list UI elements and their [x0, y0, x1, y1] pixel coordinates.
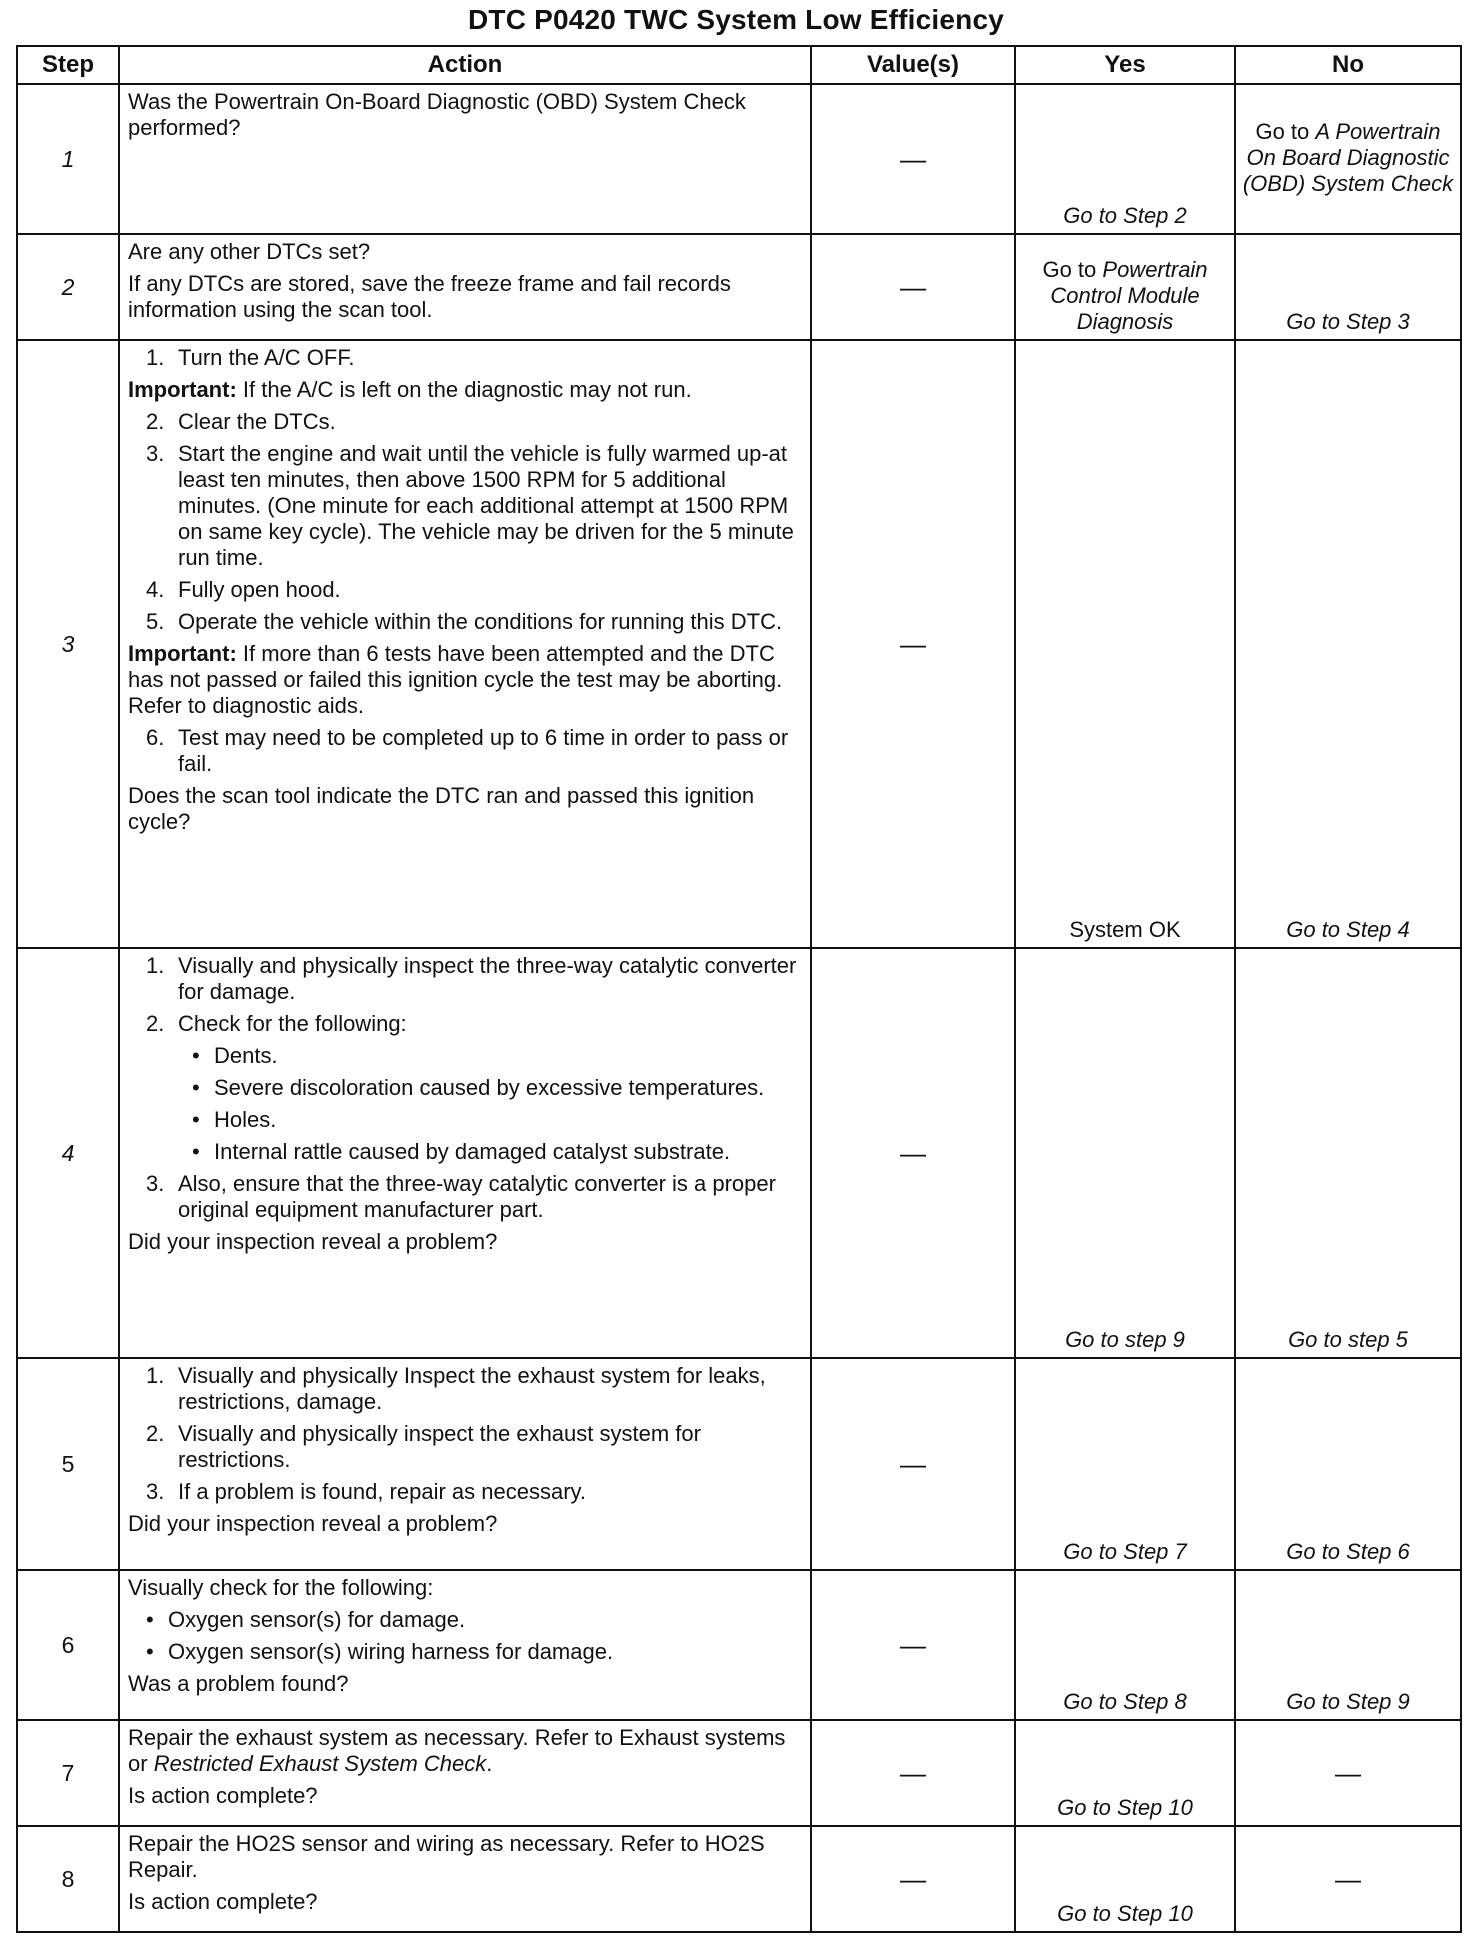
header-yes: Yes [1015, 46, 1235, 84]
step-number: 5 [17, 1358, 119, 1570]
step-number: 7 [17, 1720, 119, 1826]
action-cell [119, 1826, 811, 1932]
yes-cell: Go to Step 10 [1015, 1720, 1235, 1826]
value-cell: — [811, 234, 1015, 340]
bullet-item: • Dents. [192, 1043, 278, 1068]
step-number: 8 [17, 1826, 119, 1932]
table-row [17, 1570, 1461, 1720]
bullet-item: • Internal rattle caused by damaged catalyst substrate. [192, 1139, 731, 1164]
list-item: 3. Start the engine and wait until the vehicle is fully warmed up-at least ten minutes, then above 1500 RPM for 5 additional minutes. (One minute for each additional attempt at 1500 RPM on same key cycle). The vehicle may be driven for the 5 minute run time. [146, 441, 794, 570]
important-note: Important: If the A/C is left on the diagnostic may not run. [128, 377, 692, 402]
yes-cell: Go to Step 2 [1015, 84, 1235, 234]
no-cell: Go to Step 6 [1235, 1358, 1461, 1570]
yes-cell: System OK [1015, 340, 1235, 948]
bullet-item: • Oxygen sensor(s) for damage. [146, 1607, 466, 1632]
question-text: Was a problem found? [128, 1671, 349, 1696]
list-item: 1. Visually and physically Inspect the exhaust system for leaks, restrictions, damage. [146, 1363, 766, 1414]
step-number: 6 [17, 1570, 119, 1720]
bullet-item: • Oxygen sensor(s) wiring harness for damage. [146, 1639, 614, 1664]
no-cell: Go to Step 4 [1235, 340, 1461, 948]
important-note: Important: If more than 6 tests have been attempted and the DTC has not passed or failed this ignition cycle the test may be aborting. Refer to diagnostic aids. [128, 641, 783, 718]
action-cell [119, 1570, 811, 1720]
question-text: Does the scan tool indicate the DTC ran and passed this ignition cycle? [128, 783, 755, 834]
value-cell: — [811, 84, 1015, 234]
no-prefix: Go to [1255, 119, 1310, 144]
action-cell [119, 1358, 811, 1570]
question-text: Did your inspection reveal a problem? [128, 1511, 498, 1536]
step-number: 2 [17, 234, 119, 340]
page-title: DTC P0420 TWC System Low Efficiency [467, 4, 1005, 35]
table-row [17, 84, 1461, 234]
list-item: 3. Also, ensure that the three-way catalytic converter is a proper original equipment manufacturer part. [146, 1171, 776, 1222]
action-cell [119, 234, 811, 340]
diagnostic-table [16, 45, 1462, 1933]
yes-prefix: Go to [1042, 257, 1097, 282]
list-item: 1. Turn the A/C OFF. [146, 345, 355, 370]
no-cell: Go to Step 3 [1235, 234, 1461, 340]
action-cell [119, 340, 811, 948]
intro-text: Visually check for the following: [128, 1575, 434, 1600]
question-text: Is action complete? [128, 1783, 318, 1808]
list-item: 5. Operate the vehicle within the conditions for running this DTC. [146, 609, 783, 634]
step-number: 3 [17, 340, 119, 948]
no-cell: Go to Step 9 [1235, 1570, 1461, 1720]
note-text: If any DTCs are stored, save the freeze frame and fail records information using the scan tool. [128, 271, 731, 322]
list-item: 1. Visually and physically inspect the three-way catalytic converter for damage. [146, 953, 797, 1004]
step-number: 1 [17, 84, 119, 234]
question-text: Did your inspection reveal a problem? [128, 1229, 498, 1254]
no-cell: — [1235, 1720, 1461, 1826]
header-action: Action [119, 46, 811, 84]
table-row [17, 1720, 1461, 1826]
question-text: Was the Powertrain On-Board Diagnostic (OBD) System Check performed? [128, 89, 746, 140]
no-cell: — [1235, 1826, 1461, 1932]
yes-cell: Go to Step 7 [1015, 1358, 1235, 1570]
list-item: 4. Fully open hood. [146, 577, 341, 602]
table-row [17, 1826, 1461, 1932]
bullet-item: • Severe discoloration caused by excessive temperatures. [192, 1075, 765, 1100]
yes-cell [1015, 234, 1235, 340]
list-item: 2. Clear the DTCs. [146, 409, 336, 434]
table-row [17, 948, 1461, 1358]
value-cell: — [811, 340, 1015, 948]
value-cell: — [811, 1720, 1015, 1826]
no-cell: Go to step 5 [1235, 948, 1461, 1358]
list-item: 6. Test may need to be completed up to 6 time in order to pass or fail. [146, 725, 789, 776]
action-cell [119, 1720, 811, 1826]
question-text: Is action complete? [128, 1889, 318, 1914]
yes-cell: Go to Step 8 [1015, 1570, 1235, 1720]
table-row [17, 234, 1461, 340]
header-step: Step [17, 46, 119, 84]
bullet-item: • Holes. [192, 1107, 277, 1132]
value-cell: — [811, 948, 1015, 1358]
yes-reference: Powertrain Control Module Diagnosis [1050, 257, 1208, 334]
header-no: No [1235, 46, 1461, 84]
value-cell: — [811, 1358, 1015, 1570]
header-values: Value(s) [811, 46, 1015, 84]
yes-cell: Go to step 9 [1015, 948, 1235, 1358]
table-row [17, 1358, 1461, 1570]
step-number: 4 [17, 948, 119, 1358]
question-text: Are any other DTCs set? [128, 239, 371, 264]
header-row [17, 46, 1461, 84]
table-row [17, 340, 1461, 948]
value-cell: — [811, 1570, 1015, 1720]
no-cell [1235, 84, 1461, 234]
repair-text: Repair the HO2S sensor and wiring as necessary. Refer to HO2S Repair. [128, 1831, 765, 1882]
action-cell [119, 84, 811, 234]
yes-cell: Go to Step 10 [1015, 1826, 1235, 1932]
repair-text: Repair the exhaust system as necessary. Refer to Exhaust systems or Restricted Exhaust System Check. [128, 1725, 786, 1776]
list-item: 3. If a problem is found, repair as necessary. [146, 1479, 587, 1504]
list-item: 2. Check for the following: [146, 1011, 407, 1036]
no-reference: A Powertrain On Board Diagnostic (OBD) System Check [1242, 119, 1454, 196]
value-cell: — [811, 1826, 1015, 1932]
list-item: 2. Visually and physically inspect the exhaust system for restrictions. [146, 1421, 701, 1472]
action-cell [119, 948, 811, 1358]
